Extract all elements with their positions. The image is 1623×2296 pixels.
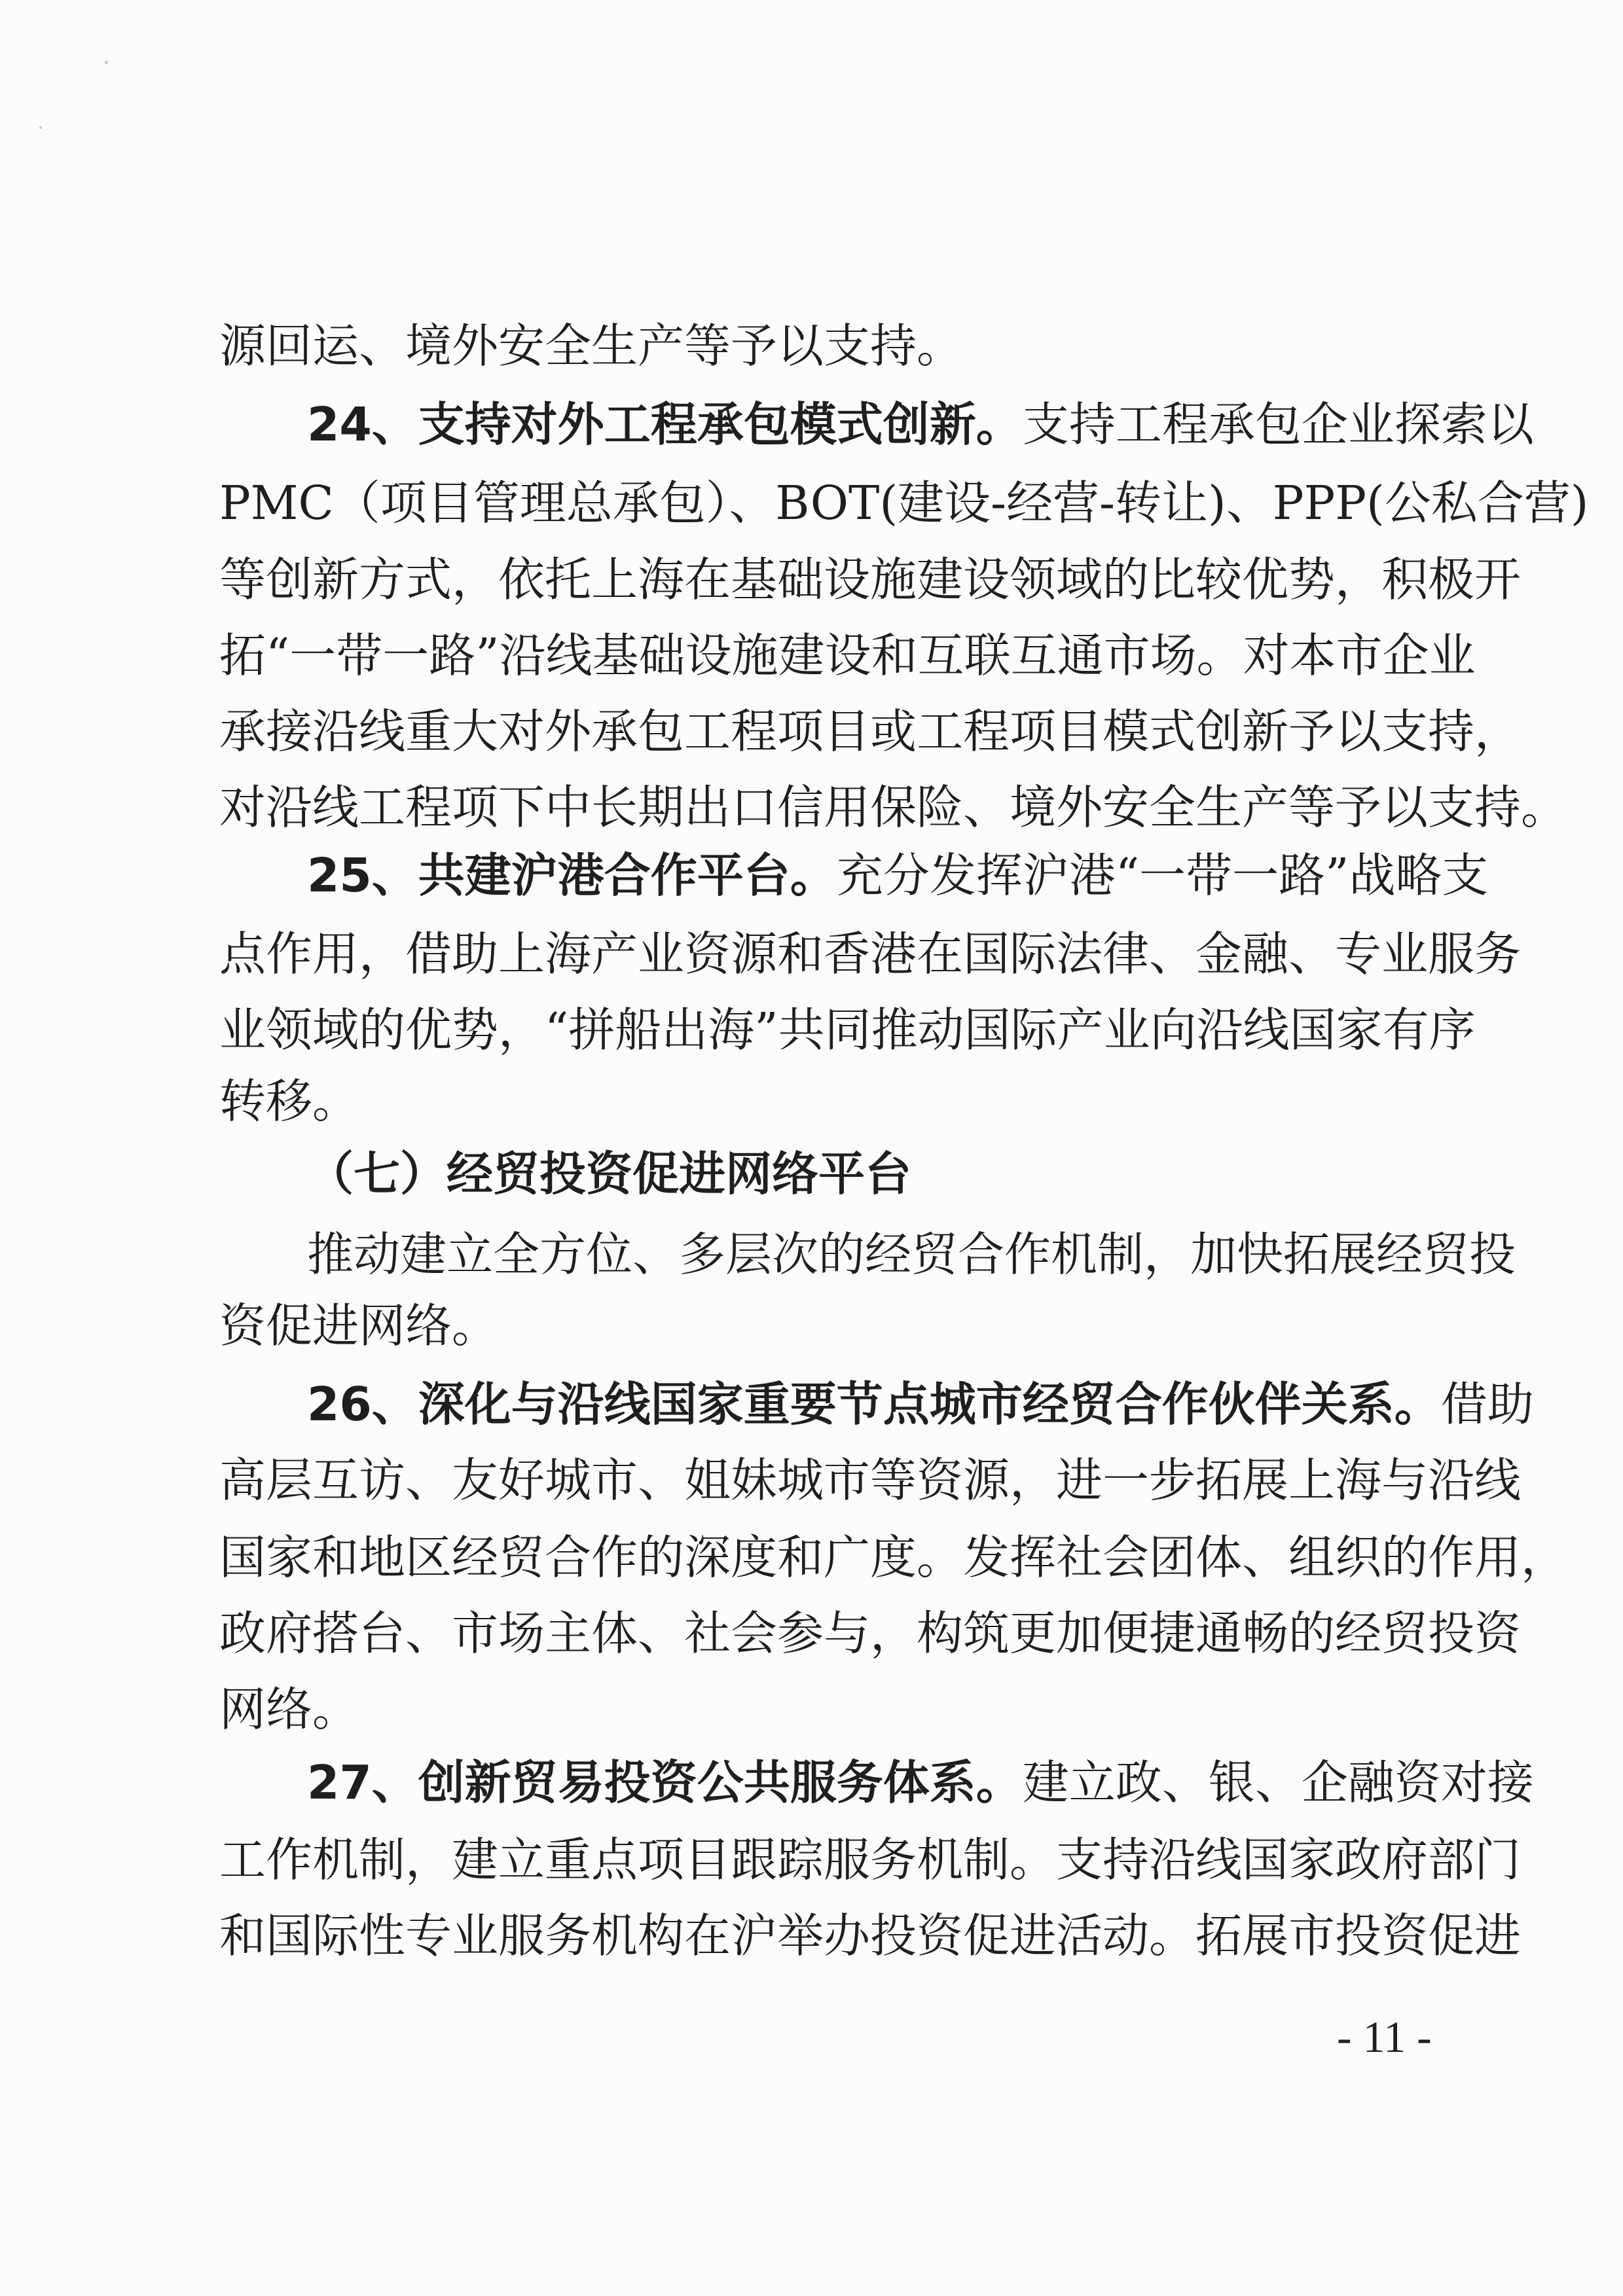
item-24-text: 支持工程承包企业探索以 [1022,397,1534,452]
text-line: PMC（项目管理总承包）、BOT(建设-经营-转让)、PPP(公私合营) [219,476,1589,530]
text-line: 点作用，借助上海产业资源和香港在国际法律、金融、专业服务 [219,927,1522,981]
item-25-text: 充分发挥沪港“一带一路”战略支 [836,848,1489,903]
text-line: 推动建立全方位、多层次的经贸合作机制，加快拓展经贸投 [307,1227,1516,1282]
section-heading: （七）经贸投资促进网络平台 [307,1147,912,1201]
text-line: 转移。 [219,1074,359,1128]
scan-speck [105,61,108,64]
text-line: 等创新方式，依托上海在基础设施建设领域的比较优势，积极开 [219,552,1522,607]
item-27-line [307,1744,1534,1822]
text-line: 国家和地区经贸合作的深度和广度。发挥社会团体、组织的作用， [219,1530,1568,1585]
text-line: 资促进网络。 [219,1299,499,1353]
text-line: 和国际性专业服务机构在沪举办投资促进活动。拓展市投资促进 [219,1909,1522,1963]
item-24-line [307,386,1534,464]
item-25-line [307,836,1489,915]
scan-speck [39,126,42,129]
text-line: 高层互访、友好城市、姐妹城市等资源，进一步拓展上海与沿线 [219,1453,1522,1507]
item-26-line [307,1365,1534,1444]
item-26-title: 26、深化与沿线国家重要节点城市经贸合作伙伴关系。 [307,1377,1441,1431]
text-line: 对沿线工程项下中长期出口信用保险、境外安全生产等予以支持。 [219,780,1568,834]
text-line: 业领域的优势，“拼船出海”共同推动国际产业向沿线国家有序 [219,1003,1476,1057]
item-25-title: 25、共建沪港合作平台。 [307,848,837,903]
item-27-title: 27、创新贸易投资公共服务体系。 [307,1755,1023,1810]
text-line: 工作机制，建立重点项目跟踪服务机制。支持沿线国家政府部门 [219,1833,1522,1887]
page-number: - 11 - [1337,2012,1432,2062]
text-line: 政府搭台、市场主体、社会参与，构筑更加便捷通畅的经贸投资 [219,1606,1522,1660]
item-27-text: 建立政、银、企融资对接 [1022,1755,1534,1810]
text-line: 网络。 [219,1682,359,1736]
item-26-text: 借助 [1440,1377,1534,1431]
item-24-title: 24、支持对外工程承包模式创新。 [307,397,1023,452]
text-line: 拓“一带一路”沿线基础设施建设和互联互通市场。对本市企业 [219,628,1476,683]
text-line: 源回运、境外安全生产等予以支持。 [219,319,964,373]
text-line: 承接沿线重大对外承包工程项目或工程项目模式创新予以支持， [219,704,1522,759]
